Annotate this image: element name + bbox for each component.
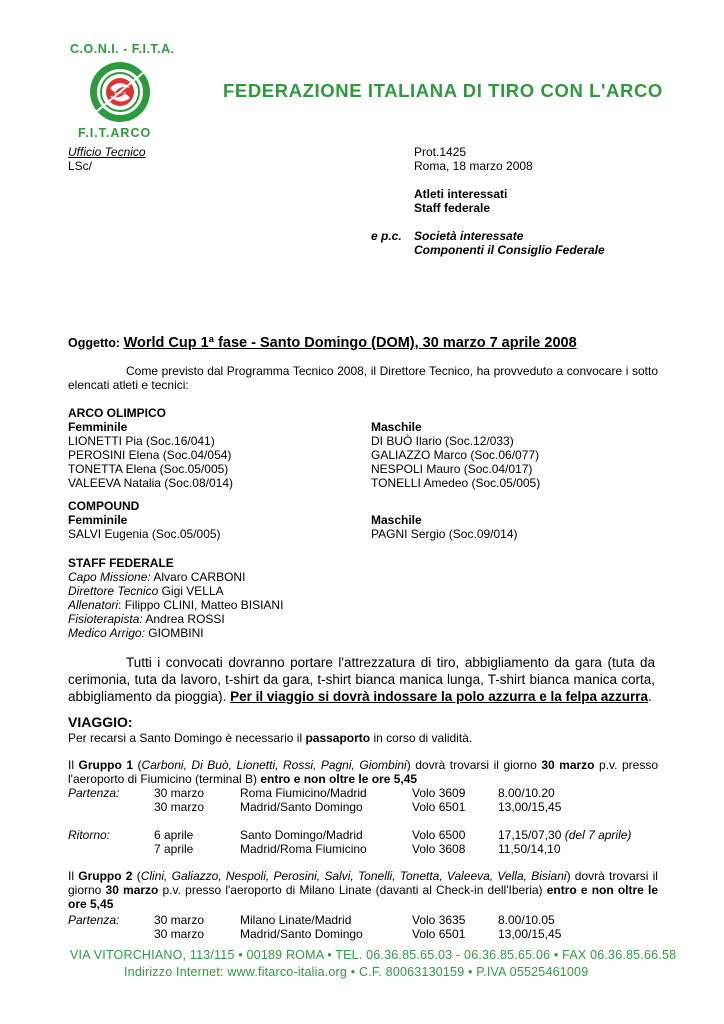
staff-role: Fisioterapista: xyxy=(68,612,143,626)
travel-dress-code: Per il viaggio si dovrà indossare la polo azzurra e la felpa azzurra xyxy=(230,689,649,704)
staff-name: : Filippo CLINI, Matteo BISIANI xyxy=(118,598,284,612)
staff-role: Medico Arrigo: xyxy=(68,626,145,640)
subject-label: Oggetto: xyxy=(68,336,121,350)
g2-pre: Il xyxy=(68,869,79,883)
group1-paragraph: Il Gruppo 1 (Carboni, Di Buò, Lionetti, Rossi, Pagni, Giombini) dovrà trovarsi il giorno 30 marzo p.v. presso l'aeroporto di Fiumicino (terminal B) entro e non oltre le ore 5,45 xyxy=(68,758,658,786)
intro-paragraph xyxy=(68,364,658,392)
flight-time xyxy=(498,842,631,856)
period: . xyxy=(648,689,652,704)
flight-row xyxy=(68,786,561,800)
flight-number: Volo 6501 xyxy=(412,800,466,814)
flight-route: Milano Linate/Madrid xyxy=(240,913,352,927)
flight-number: Volo 6500 xyxy=(412,828,466,842)
staff-name: Andrea ROSSI xyxy=(142,612,225,626)
fitarco-logo xyxy=(84,60,156,124)
flight-time xyxy=(498,800,561,814)
flight-date: 30 marzo xyxy=(154,913,205,927)
footer-web-tax: Indirizzo Internet: www.fitarco-italia.org • C.F. 80063130159 • P.IVA 05525461009 xyxy=(124,965,589,979)
flight-row xyxy=(68,913,561,927)
flight-date: 30 marzo xyxy=(154,786,205,800)
flight-number: Volo 3609 xyxy=(412,786,466,800)
viaggio-heading: VIAGGIO: xyxy=(68,714,133,730)
cp-male-label: Maschile xyxy=(371,513,422,527)
ref-code: LSc/ xyxy=(68,159,93,173)
flight-time xyxy=(498,913,561,927)
staff-role: Capo Missione: xyxy=(68,570,151,584)
g1-deadline: entro e non oltre le ore 5,45 xyxy=(260,772,418,786)
flight-date: 7 aprile xyxy=(154,842,194,856)
cp-female-label: Femminile xyxy=(68,513,128,527)
flight-date: 30 marzo xyxy=(154,800,205,814)
flight-time-value: 8.00/10.05 xyxy=(498,913,555,927)
staff-row xyxy=(68,584,224,598)
flight-label: Partenza: xyxy=(68,786,120,800)
cc-council: Componenti il Consiglio Federale xyxy=(414,243,605,257)
arco-olimpico-heading: ARCO OLIMPICO xyxy=(68,406,166,420)
g1-label: Gruppo 1 xyxy=(78,758,134,772)
staff-name: GIOMBINI xyxy=(144,626,204,640)
staff-name: Gigi VELLA xyxy=(158,584,224,598)
flight-time-value: 13,00/15,45 xyxy=(498,927,562,941)
flight-number: Volo 3608 xyxy=(412,842,466,856)
staff-role: Allenatori xyxy=(68,598,119,612)
equipment-paragraph xyxy=(68,654,655,705)
recipient-athletes: Atleti interessati xyxy=(414,187,508,201)
staff-row xyxy=(68,598,283,612)
flight-time-value: 13,00/15,45 xyxy=(498,800,562,814)
flight-label xyxy=(68,800,154,814)
g2-day: 30 marzo xyxy=(105,883,159,897)
flight-route: Madrid/Santo Domingo xyxy=(240,800,363,814)
fitarco-label: F.I.T.ARCO xyxy=(78,126,152,140)
g1-pre: Il xyxy=(68,758,79,772)
cp-male-athlete: PAGNI Sergio (Soc.09/014) xyxy=(371,527,518,541)
g2-post: p.v. presso l'aeroporto di Milano Linate (davanti al Check-in dell'Iberia) xyxy=(158,883,547,897)
flight-route: Roma Fiumicino/Madrid xyxy=(240,786,367,800)
cc-label: e p.c. xyxy=(371,229,402,243)
g2-label: Gruppo 2 xyxy=(78,869,133,883)
subject-title: World Cup 1ª fase - Santo Domingo (DOM), 30 marzo 7 aprile 2008 xyxy=(123,335,577,351)
staff-row xyxy=(68,570,245,584)
equipment-text: Tutti i convocati dovranno portare l'attrezzatura di tiro, abbigliamento da gara (tuta da cerimonia, tuta da lavoro, t-shirt da gara, t-shirt bianca manica lunga, T-shirt bianca manica corta, abbigliamento da pioggia). xyxy=(68,655,655,704)
flight-time-value: 11,50/14,10 xyxy=(498,842,561,856)
flight-time-value: 17,15/07,30 xyxy=(498,828,565,842)
group2-paragraph: Il Gruppo 2 (Clini, Galiazzo, Nespoli, Perosini, Salvi, Tonelli, Tonetta, Valeeva, Vella, Bisiani) dovrà trovarsi il giorno 30 marzo p.v. presso l'aeroporto di Milano Linate (davanti al Check-in dell'Iberia) entro e non oltre le ore 5,45 xyxy=(68,869,659,911)
g2-deadline: entro e non oltre le ore 5,45 xyxy=(68,883,659,911)
staff-name: Alvaro CARBONI xyxy=(150,570,246,584)
ao-female-athlete: TONETTA Elena (Soc.05/005) xyxy=(68,462,229,476)
cp-female-athlete: SALVI Eugenia (Soc.05/005) xyxy=(68,527,221,541)
ao-male-athlete: DI BUÒ Ilario (Soc.12/033) xyxy=(371,434,514,448)
flight-time xyxy=(498,786,561,800)
passport-pre: Per recarsi a Santo Domingo è necessario il xyxy=(68,731,306,745)
passport-post: in corso di validità. xyxy=(370,731,473,745)
federation-title: FEDERAZIONE ITALIANA DI TIRO CON L'ARCO xyxy=(223,80,663,101)
cc-societies: Società interessate xyxy=(414,229,524,243)
compound-heading: COMPOUND xyxy=(68,499,140,513)
flight-number: Volo 3635 xyxy=(412,913,466,927)
flight-time xyxy=(498,927,561,941)
ao-male-label: Maschile xyxy=(371,420,422,434)
flight-time-value: 8.00/10.20 xyxy=(498,786,555,800)
ao-male-athlete: NESPOLI Mauro (Soc.04/017) xyxy=(371,462,533,476)
subject-line xyxy=(68,335,577,351)
flight-date: 6 aprile xyxy=(154,828,194,842)
footer-address: VIA VITORCHIANO, 113/115 • 00189 ROMA • TEL. 06.36.85.65.03 - 06.36.85.65.06 • FAX 06.36.85.66.58 xyxy=(70,948,677,962)
passport-word: passaporto xyxy=(305,731,371,745)
ao-male-athlete: TONELLI Amedeo (Soc.05/005) xyxy=(371,476,541,490)
flight-row xyxy=(68,800,561,814)
flight-label: Partenza: xyxy=(68,913,120,927)
office-label: Ufficio Tecnico xyxy=(68,145,146,159)
coni-fita-label: C.O.N.I. - F.I.T.A. xyxy=(70,42,175,56)
ao-female-athlete: VALEEVA Natalia (Soc.08/014) xyxy=(68,476,233,490)
flight-label: Ritorno: xyxy=(68,828,111,842)
ao-female-athlete: PEROSINI Elena (Soc.04/054) xyxy=(68,448,232,462)
passport-note xyxy=(68,731,472,745)
intro-text: Come previsto dal Programma Tecnico 2008, il Direttore Tecnico, ha provveduto a convocare i sotto elencati atleti e tecnici: xyxy=(68,364,658,392)
g1-names: Carboni, Di Buò, Lionetti, Rossi, Pagni, Giombini xyxy=(141,758,407,772)
flight-route: Madrid/Roma Fiumicino xyxy=(240,842,367,856)
g1-day: 30 marzo xyxy=(541,758,595,772)
flight-number: Volo 6501 xyxy=(412,927,466,941)
flight-route: Santo Domingo/Madrid xyxy=(240,828,363,842)
ao-female-label: Femminile xyxy=(68,420,128,434)
ao-male-athlete: GALIAZZO Marco (Soc.06/077) xyxy=(371,448,540,462)
g2-mid: dovrà trovarsi il giorno xyxy=(68,869,658,897)
g1-post: p.v. presso l'aeroporto di Fiumicino (terminal B) xyxy=(68,758,658,786)
g2-names: Clini, Galiazzo, Nespoli, Perosini, Salvi, Tonelli, Tonetta, Valeeva, Vella, Bisiani xyxy=(140,869,567,883)
staff-heading: STAFF FEDERALE xyxy=(68,556,174,570)
recipient-staff: Staff federale xyxy=(414,201,491,215)
g2-outbound-table xyxy=(68,913,561,941)
flight-row xyxy=(68,927,561,941)
staff-row xyxy=(68,612,225,626)
protocol-number: Prot.1425 xyxy=(414,145,467,159)
flight-route: Madrid/Santo Domingo xyxy=(240,927,363,941)
flight-label xyxy=(68,842,154,856)
letter-date: Roma, 18 marzo 2008 xyxy=(414,159,533,173)
flight-date: 30 marzo xyxy=(154,927,205,941)
g1-outbound-table xyxy=(68,786,561,814)
flight-time xyxy=(498,828,631,842)
staff-role: Direttore Tecnico xyxy=(68,584,159,598)
staff-row xyxy=(68,626,204,640)
flight-row xyxy=(68,828,631,842)
g1-return-table xyxy=(68,828,631,856)
g1-mid: dovrà trovarsi il giorno xyxy=(410,758,542,772)
ao-female-athlete: LIONETTI Pia (Soc.16/041) xyxy=(68,434,215,448)
flight-row xyxy=(68,842,631,856)
flight-note: (del 7 aprile) xyxy=(564,828,632,842)
flight-label xyxy=(68,927,154,941)
